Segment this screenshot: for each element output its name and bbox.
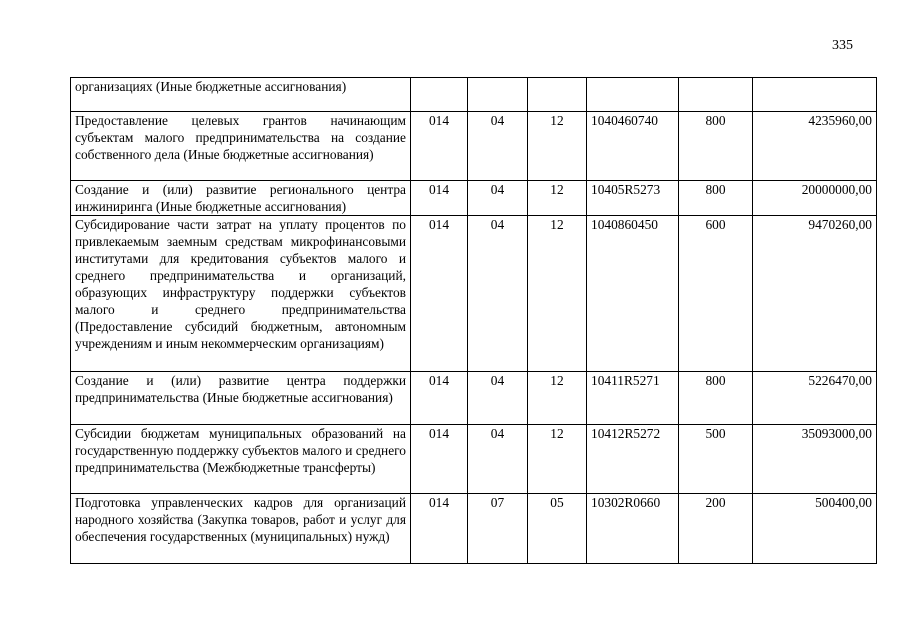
table-row bbox=[71, 216, 877, 372]
amount: 20000000,00 bbox=[753, 181, 877, 216]
amount: 35093000,00 bbox=[753, 425, 877, 494]
row-description: Субсидии бюджетам муниципальных образований на государственную поддержку субъектов малого и среднего предпринимательства (Межбюджетные трансферты) bbox=[71, 425, 411, 494]
section-code: 04 bbox=[468, 372, 528, 425]
subsection-code: 12 bbox=[528, 112, 587, 181]
target-article-code: 10405R5273 bbox=[587, 181, 679, 216]
ministry-code: 014 bbox=[411, 181, 468, 216]
table-row bbox=[71, 494, 877, 564]
target-article-code bbox=[587, 78, 679, 112]
expense-type-code: 800 bbox=[679, 112, 753, 181]
table-row bbox=[71, 181, 877, 216]
section-code bbox=[468, 78, 528, 112]
ministry-code: 014 bbox=[411, 112, 468, 181]
target-article-code: 10412R5272 bbox=[587, 425, 679, 494]
row-description: Создание и (или) развитие регионального центра инжиниринга (Иные бюджетные ассигнования) bbox=[71, 181, 411, 216]
amount: 9470260,00 bbox=[753, 216, 877, 372]
ministry-code bbox=[411, 78, 468, 112]
target-article-code: 1040460740 bbox=[587, 112, 679, 181]
target-article-code: 1040860450 bbox=[587, 216, 679, 372]
table-row bbox=[71, 425, 877, 494]
subsection-code: 12 bbox=[528, 216, 587, 372]
row-description: организациях (Иные бюджетные ассигнования) bbox=[71, 78, 411, 112]
section-code: 04 bbox=[468, 112, 528, 181]
expense-type-code: 800 bbox=[679, 372, 753, 425]
amount: 4235960,00 bbox=[753, 112, 877, 181]
section-code: 04 bbox=[468, 181, 528, 216]
ministry-code: 014 bbox=[411, 425, 468, 494]
ministry-code: 014 bbox=[411, 216, 468, 372]
expense-type-code: 800 bbox=[679, 181, 753, 216]
section-code: 04 bbox=[468, 216, 528, 372]
target-article-code: 10302R0660 bbox=[587, 494, 679, 564]
page-number: 335 bbox=[832, 38, 853, 53]
row-description: Подготовка управленческих кадров для организаций народного хозяйства (Закупка товаров, работ и услуг для обеспечения государственных (муниципальных) нужд) bbox=[71, 494, 411, 564]
budget-table bbox=[70, 77, 877, 564]
expense-type-code: 200 bbox=[679, 494, 753, 564]
subsection-code bbox=[528, 78, 587, 112]
expense-type-code: 500 bbox=[679, 425, 753, 494]
subsection-code: 05 bbox=[528, 494, 587, 564]
amount: 5226470,00 bbox=[753, 372, 877, 425]
amount: 500400,00 bbox=[753, 494, 877, 564]
subsection-code: 12 bbox=[528, 372, 587, 425]
row-description: Предоставление целевых грантов начинающим субъектам малого предпринимательства на создание собственного дела (Иные бюджетные ассигнования) bbox=[71, 112, 411, 181]
row-description: Субсидирование части затрат на уплату процентов по привлекаемым заемным средствам микрофинансовыми институтами для кредитования субъектов малого и среднего предпринимательства и организаций, образующих инфраструктуру поддержки субъектов малого и среднего предпринимательства (Предоставление субсидий бюджетным, автономным учреждениям и иным некоммерческим организациям) bbox=[71, 216, 411, 372]
amount bbox=[753, 78, 877, 112]
subsection-code: 12 bbox=[528, 425, 587, 494]
expense-type-code bbox=[679, 78, 753, 112]
row-description: Создание и (или) развитие центра поддержки предпринимательства (Иные бюджетные ассигнования) bbox=[71, 372, 411, 425]
table-row bbox=[71, 112, 877, 181]
target-article-code: 10411R5271 bbox=[587, 372, 679, 425]
section-code: 07 bbox=[468, 494, 528, 564]
section-code: 04 bbox=[468, 425, 528, 494]
ministry-code: 014 bbox=[411, 372, 468, 425]
table-row bbox=[71, 78, 877, 112]
table-row bbox=[71, 372, 877, 425]
ministry-code: 014 bbox=[411, 494, 468, 564]
expense-type-code: 600 bbox=[679, 216, 753, 372]
subsection-code: 12 bbox=[528, 181, 587, 216]
